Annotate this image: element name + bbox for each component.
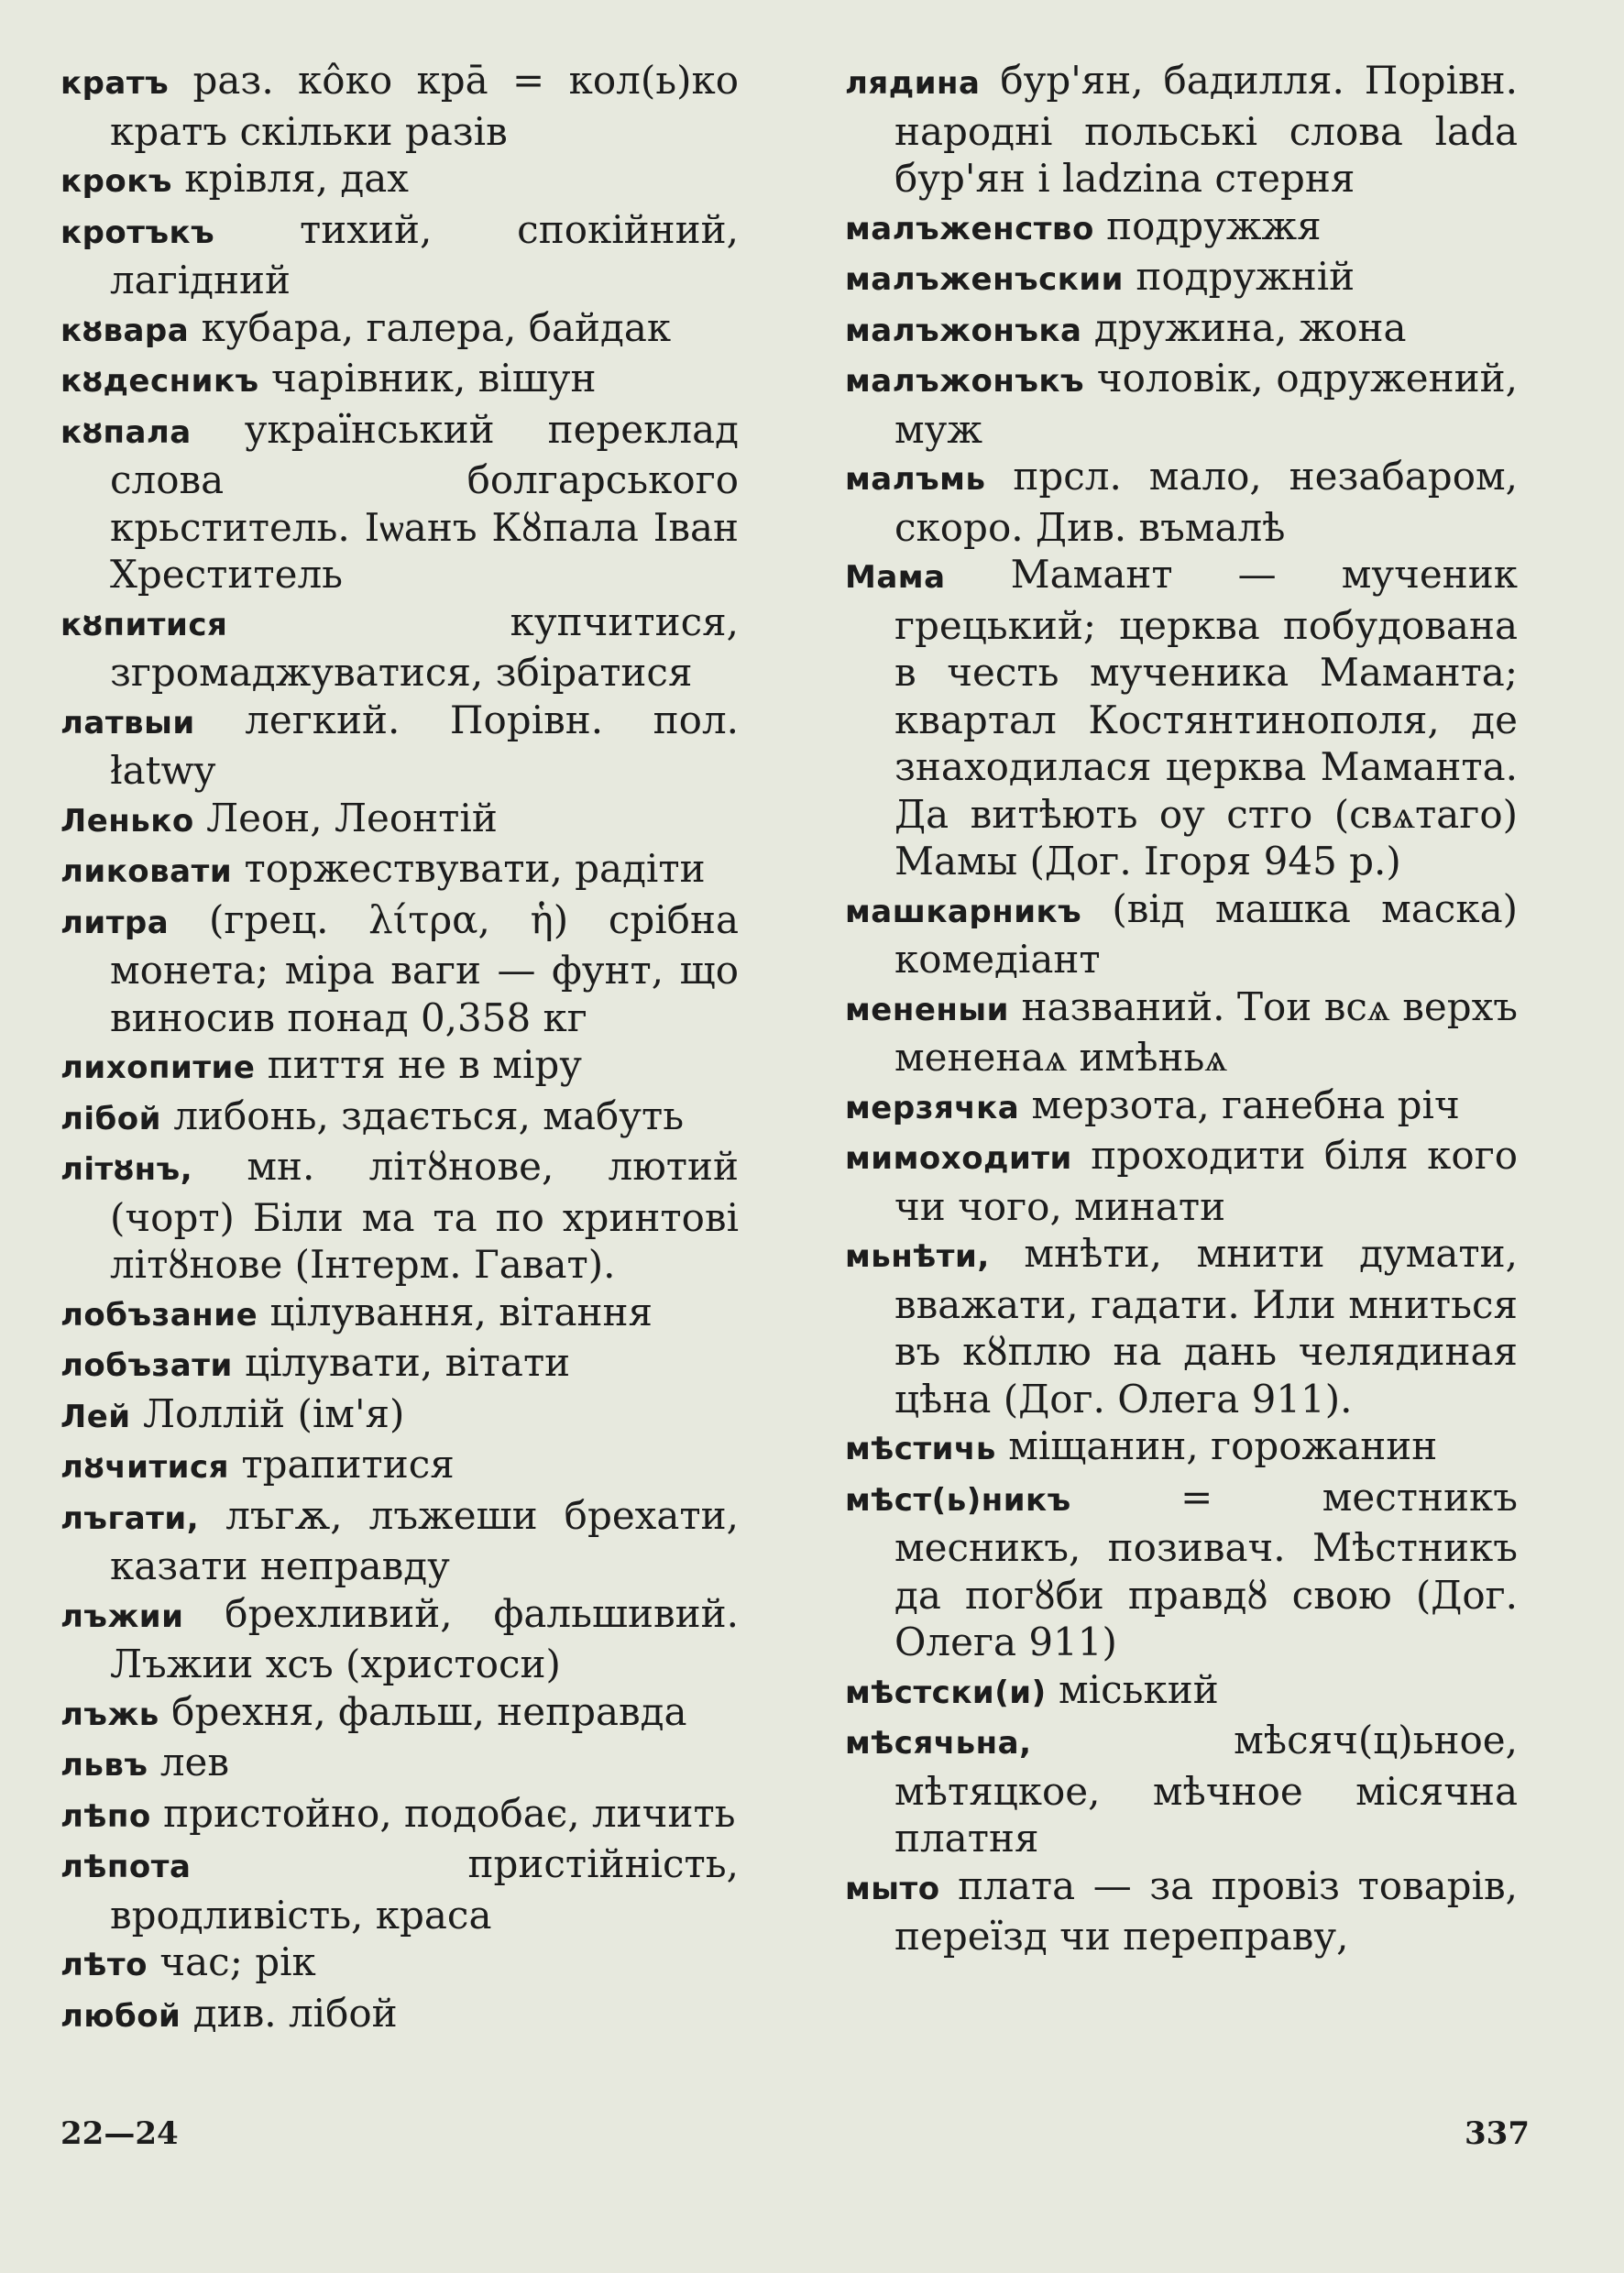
entry-headword: лихопитие — [60, 1049, 256, 1086]
entry-headword: ликовати — [60, 853, 233, 890]
dictionary-entry — [60, 1938, 739, 1990]
entry-definition: час; рік — [159, 1939, 316, 1984]
dictionary-entry — [60, 1739, 739, 1790]
entry-headword: Ленько — [60, 802, 194, 840]
dictionary-entry — [60, 845, 739, 896]
entry-definition: названий. Тои всѧ верхъ мененаѧ имѣньѧ — [894, 983, 1518, 1080]
entry-headword: мѣстичь — [845, 1431, 996, 1467]
dictionary-entry — [60, 206, 739, 304]
dictionary-entry — [60, 57, 739, 155]
entry-headword: мѣстски(и) — [845, 1674, 1047, 1711]
dictionary-entry — [60, 406, 739, 598]
left-column — [60, 57, 739, 2040]
entry-headword: лобъзание — [60, 1296, 258, 1334]
entry-headword: латвыи — [60, 704, 195, 741]
dictionary-entry — [60, 697, 739, 795]
entry-definition: див. лібой — [192, 1990, 398, 2036]
dictionary-entry — [60, 155, 739, 206]
entry-headword: любой — [60, 1997, 181, 2035]
dictionary-entry — [845, 1666, 1518, 1718]
dictionary-entry — [60, 1840, 739, 1938]
entry-definition: чарівник, вішун — [270, 356, 597, 401]
entry-definition: мнѣти, мнити думати, вважати, гадати. Или мниться въ кȣплю на дань челядиная цѣна (Дог. Олега 911). — [894, 1231, 1519, 1422]
entry-definition: бур'ян, бадилля. Порівн. народні польські слова lada бур'ян і ladzina стерня — [894, 58, 1518, 201]
entry-headword: львъ — [60, 1747, 148, 1784]
entry-definition: лев — [159, 1740, 230, 1784]
entry-definition: прсл. мало, незабаром, скоро. Див. въмалѣ — [894, 454, 1518, 550]
dictionary-entry — [845, 57, 1518, 203]
entry-headword: кȣвара — [60, 312, 190, 349]
entry-headword: лѣто — [60, 1947, 148, 1983]
entry-headword: кратъ — [60, 65, 170, 102]
dictionary-entry — [845, 983, 1518, 1082]
entry-headword: мимоходити — [845, 1140, 1072, 1177]
dictionary-entry — [845, 1862, 1518, 1960]
entry-definition: проходити біля кого чи чого, минати — [894, 1133, 1518, 1229]
dictionary-entry — [845, 355, 1518, 453]
entry-definition: Лоллій (ім'я) — [142, 1390, 405, 1436]
entry-headword: лъжии — [60, 1598, 184, 1635]
dictionary-entry — [60, 795, 739, 846]
entry-definition: трапитися — [241, 1442, 455, 1487]
entry-headword: мѣст(ь)никъ — [845, 1481, 1071, 1519]
dictionary-entry — [60, 896, 739, 1042]
entry-headword: лобъзати — [60, 1347, 233, 1384]
entry-headword: крокъ — [60, 163, 172, 200]
dictionary-entry — [60, 304, 739, 356]
entry-definition: цілування, вітання — [269, 1289, 653, 1334]
dictionary-entry — [845, 203, 1518, 254]
entry-definition: торжествувати, радіти — [244, 846, 706, 891]
entry-definition: кубара, галера, байдак — [201, 304, 672, 350]
dictionary-entry — [845, 1717, 1518, 1862]
entry-headword: мыто — [845, 1870, 940, 1907]
entry-definition: (грец. λίτρα, ἡ) срібна монета; міра ваги — фунт, що виносив понад 0,358 кг — [110, 896, 739, 1040]
dictionary-entry — [845, 304, 1518, 356]
entry-headword: мьнѣти, — [845, 1238, 990, 1275]
entry-definition: мѣсяч(ц)ьное, мѣтяцкое, мѣчное місячна платня — [894, 1718, 1518, 1861]
entry-definition: либонь, здається, мабуть — [173, 1093, 685, 1138]
entry-definition: = местникъ месникъ, позивач. Мѣстникъ да погȣби правдȣ свою (Дог. Олега 911) — [894, 1474, 1518, 1664]
entry-headword: мерзячка — [845, 1089, 1020, 1126]
entry-definition: брехливий, фальшивий. Лъжии хсъ (христоси) — [110, 1590, 739, 1686]
entry-definition: (від машка маска) комедіант — [894, 885, 1518, 982]
dictionary-entry — [845, 1082, 1518, 1133]
dictionary-entry — [60, 1688, 739, 1740]
dictionary-entry — [60, 1590, 739, 1688]
dictionary-entry — [845, 253, 1518, 304]
entry-headword: малъмь — [845, 461, 986, 498]
entry-definition: мн. літȣнове, лютий (чорт) Біли ма та по хринтові літȣнове (Інтерм. Гават). — [110, 1144, 740, 1287]
entry-headword: машкарникъ — [845, 893, 1082, 930]
dictionary-entry — [60, 1143, 739, 1289]
entry-definition: мерзота, ганебна річ — [1031, 1082, 1460, 1127]
dictionary-entry — [845, 1474, 1518, 1666]
dictionary-entry — [845, 1422, 1518, 1474]
dictionary-entry — [60, 1492, 739, 1590]
dictionary-entry — [60, 1390, 739, 1442]
entry-definition: плата — за провіз товарів, переїзд чи переправу, — [894, 1862, 1518, 1959]
entry-definition: подружній — [1136, 254, 1355, 299]
entry-definition: Леон, Леонтій — [206, 795, 498, 840]
entry-headword: Лей — [60, 1398, 131, 1435]
entry-definition: крівля, дах — [184, 156, 409, 201]
dictionary-entry — [60, 1441, 739, 1492]
entry-headword: лȣчитися — [60, 1449, 229, 1486]
entry-definition: пиття не в міру — [267, 1042, 582, 1087]
entry-headword: лібой — [60, 1100, 161, 1137]
dictionary-entry — [845, 551, 1518, 885]
entry-headword: лъжь — [60, 1696, 159, 1733]
entry-definition: пристойно, подобає, личить — [163, 1790, 736, 1836]
dictionary-entry — [60, 1289, 739, 1340]
entry-headword: мененыи — [845, 991, 1009, 1028]
entry-headword: літȣнъ, — [60, 1151, 193, 1188]
entry-headword: литра — [60, 904, 170, 941]
entry-definition: купчитися, згромаджуватися, збіратися — [110, 598, 739, 695]
dictionary-entry — [60, 598, 739, 697]
entry-definition: раз. кôко кра̄ = кол(ь)ко кратъ скільки разів — [110, 58, 739, 154]
entry-headword: мѣсячьна, — [845, 1725, 1032, 1762]
entry-headword: лѣпо — [60, 1797, 151, 1835]
dictionary-entry — [60, 1041, 739, 1093]
entry-definition: пристійність, вродливість, краса — [110, 1841, 739, 1938]
right-column — [845, 57, 1518, 1960]
dictionary-entry — [60, 1339, 739, 1390]
entry-headword: лъгати, — [60, 1499, 200, 1537]
dictionary-entry — [60, 1790, 739, 1841]
entry-definition: чоловік, одружений, муж — [894, 356, 1518, 452]
dictionary-entry — [845, 453, 1518, 551]
dictionary-entry — [60, 1990, 739, 2041]
entry-definition: легкий. Порівн. пол. łatwy — [110, 697, 739, 793]
entry-definition: брехня, фальш, неправда — [171, 1688, 687, 1734]
entry-headword: малъжонъкъ — [845, 363, 1085, 400]
dictionary-entry — [845, 1230, 1518, 1422]
entry-headword: кȣдесникъ — [60, 363, 259, 400]
page-number: 337 — [1465, 2115, 1530, 2152]
entry-headword: малъжонъка — [845, 312, 1082, 349]
entry-definition: Мамант — мученик грецький; церква побудована в честь мученика Маманта; квартал Костянтинополя, де знаходилася церква Маманта. Да витѣють оу стго (свѧтаго) Мамы (Дог. Ігоря 945 р.) — [894, 552, 1518, 884]
dictionary-entry — [60, 355, 739, 406]
entry-headword: кротъкъ — [60, 214, 215, 251]
entry-definition: цілувати, вітати — [245, 1340, 571, 1385]
entry-headword: лѣпота — [60, 1849, 192, 1885]
entry-headword: кȣпитися — [60, 606, 228, 643]
dictionary-entry — [845, 885, 1518, 983]
dictionary-entry — [60, 1093, 739, 1144]
signature-mark: 22—24 — [60, 2115, 179, 2152]
entry-definition: тихий, спокійний, лагідний — [110, 206, 739, 302]
entry-definition: подружжя — [1106, 203, 1322, 248]
entry-definition: міський — [1058, 1666, 1219, 1712]
entry-headword: кȣпала — [60, 413, 192, 451]
entry-definition: міщанин, горожанин — [1008, 1423, 1438, 1468]
entry-headword: лядина — [845, 65, 981, 102]
entry-headword: малъженство — [845, 210, 1094, 247]
entry-headword: малъженъскии — [845, 261, 1124, 298]
entry-definition: лъгѫ, лъжеши брехати, казати неправду — [110, 1492, 739, 1588]
entry-definition: дружина, жона — [1093, 304, 1407, 350]
dictionary-entry — [845, 1132, 1518, 1230]
entry-definition: український переклад слова болгарського крьститель. Іѡанъ Кȣпала Іван Хреститель — [110, 406, 739, 597]
entry-headword: Мама — [845, 559, 946, 596]
